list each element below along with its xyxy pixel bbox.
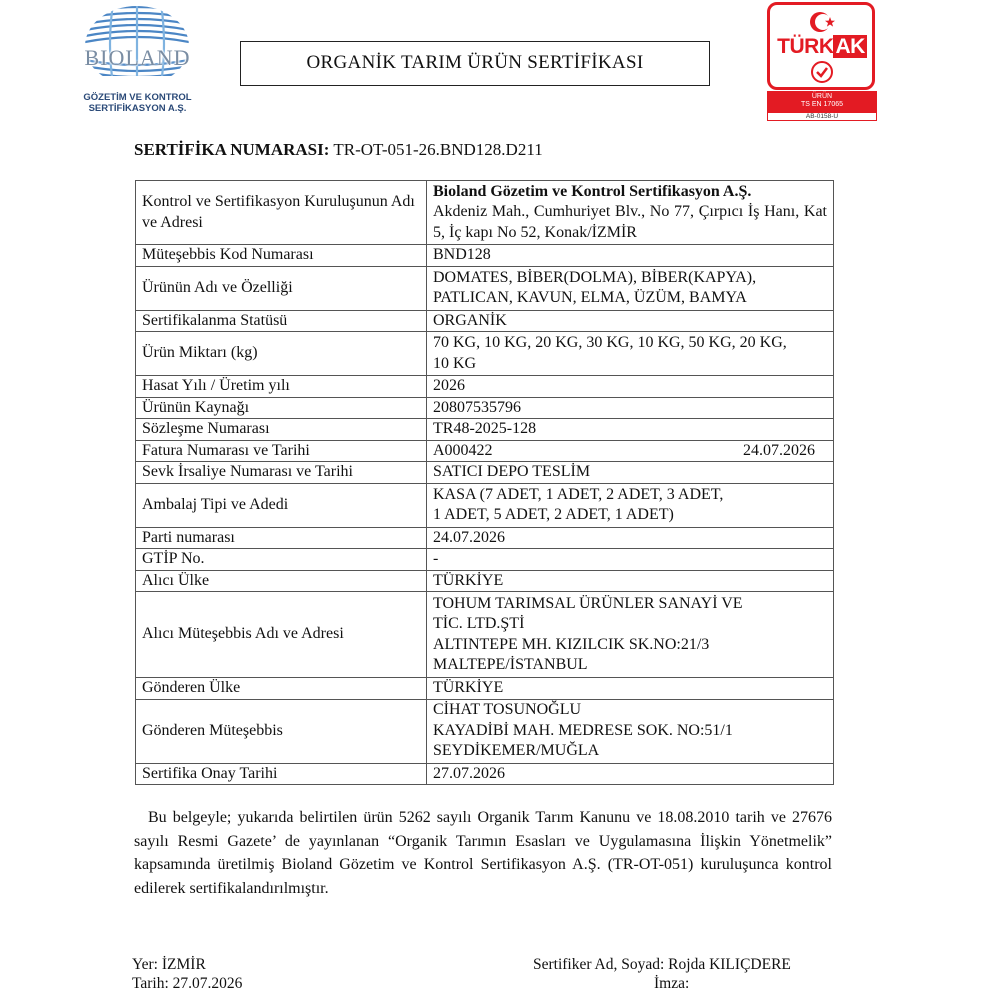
table-row	[136, 678, 834, 700]
row-label: Sevk İrsaliye Numarası ve Tarihi	[136, 462, 427, 484]
invoice-date: 24.07.2026	[743, 441, 815, 459]
turkak-code: AB-0158-U	[767, 112, 877, 121]
row-label: Sertifikalanma Statüsü	[136, 310, 427, 332]
bioland-tagline-2: SERTİFİKASYON A.Ş.	[88, 103, 187, 114]
table-row	[136, 419, 834, 441]
turkak-band: ÜRÜN TS EN 17065	[767, 91, 877, 112]
certifier-name: Sertifiker Ad, Soyad: Rojda KILIÇDERE	[533, 956, 791, 973]
row-label: Alıcı Ülke	[136, 570, 427, 592]
row-label: Fatura Numarası ve Tarihi	[136, 440, 427, 462]
row-value: TÜRKİYE	[427, 678, 834, 700]
row-label: Sertifika Onay Tarihi	[136, 763, 427, 785]
row-label: Alıcı Müteşebbis Adı ve Adresi	[136, 592, 427, 678]
invoice-number: A000422	[433, 441, 493, 459]
row-label: Sözleşme Numarası	[136, 419, 427, 441]
row-value: 27.07.2026	[427, 763, 834, 785]
table-row	[136, 483, 834, 527]
table-row	[136, 549, 834, 571]
place-date-block	[132, 955, 242, 993]
row-value: CİHAT TOSUNOĞLU KAYADİBİ MAH. MEDRESE SOK. NO:51/1 SEYDİKEMER/MUĞLA	[427, 699, 834, 763]
row-value: TOHUM TARIMSAL ÜRÜNLER SANAYİ VE TİC. LTD.ŞTİ ALTINTEPE MH. KIZILCIK SK.NO:21/3 MALTEPE/İSTANBUL	[427, 592, 834, 678]
row-value: -	[427, 549, 834, 571]
table-row	[136, 570, 834, 592]
place-text: Yer: İZMİR	[132, 956, 206, 973]
turkak-wordmark: TÜRKAK	[777, 35, 865, 58]
row-label: Ürünün Adı ve Özelliği	[136, 266, 427, 310]
bioland-logo	[80, 4, 195, 112]
certificate-details-table	[135, 180, 834, 785]
row-label: Gönderen Ülke	[136, 678, 427, 700]
certificate-number-value: TR-OT-051-26.BND128.D211	[333, 140, 543, 159]
row-value: TR48-2025-128	[427, 419, 834, 441]
row-value: 20807535796	[427, 397, 834, 419]
row-label: Müteşebbis Kod Numarası	[136, 245, 427, 267]
row-label: Ambalaj Tipi ve Adedi	[136, 483, 427, 527]
table-row	[136, 462, 834, 484]
table-row	[136, 397, 834, 419]
checkmark-icon	[810, 60, 834, 84]
row-label: GTİP No.	[136, 549, 427, 571]
table-row	[136, 376, 834, 398]
table-row	[136, 181, 834, 245]
row-label: Hasat Yılı / Üretim yılı	[136, 376, 427, 398]
table-row	[136, 527, 834, 549]
table-row	[136, 332, 834, 376]
date-text: Tarih: 27.07.2026	[132, 975, 243, 992]
table-row	[136, 266, 834, 310]
row-label: Ürün Miktarı (kg)	[136, 332, 427, 376]
table-row	[136, 699, 834, 763]
table-row	[136, 245, 834, 267]
table-row	[136, 440, 834, 462]
row-label: Kontrol ve Sertifikasyon Kuruluşunun Adı ve Adresi	[136, 181, 427, 245]
row-label: Parti numarası	[136, 527, 427, 549]
bioland-wordmark: BIOLAND	[84, 45, 191, 70]
row-value: SATICI DEPO TESLİM	[427, 462, 834, 484]
row-value: Bioland Gözetim ve Kontrol Sertifikasyon A.Ş. Akdeniz Mah., Cumhuriyet Blv., No 77, Çırpıcı İş Hanı, Kat 5, İç kapı No 52, Konak/İZMİR	[427, 181, 834, 245]
row-value: TÜRKİYE	[427, 570, 834, 592]
row-value	[427, 440, 834, 462]
row-value: KASA (7 ADET, 1 ADET, 2 ADET, 3 ADET, 1 ADET, 5 ADET, 2 ADET, 1 ADET)	[427, 483, 834, 527]
row-value: BND128	[427, 245, 834, 267]
certification-statement: Bu belgeyle; yukarıda belirtilen ürün 5262 sayılı Organik Tarım Kanunu ve 18.08.2010 tarih ve 27676 sayılı Resmi Gazete’ de yayınlanan “Organik Tarımın Esasları ve Uygulamasına İlişkin Yönetmelik” kapsamında üretilmiş Bioland Gözetim ve Kontrol Sertifikasyon A.Ş. (TR-OT-051) kuruluşunca kontrol edilerek sertifikalandırılmıştır.	[134, 809, 832, 897]
table-row	[136, 310, 834, 332]
row-value: ORGANİK	[427, 310, 834, 332]
row-value: DOMATES, BİBER(DOLMA), BİBER(KAPYA), PATLICAN, KAVUN, ELMA, ÜZÜM, BAMYA	[427, 266, 834, 310]
table-row	[136, 763, 834, 785]
row-value: 2026	[427, 376, 834, 398]
certificate-number-label: SERTİFİKA NUMARASI:	[134, 140, 330, 159]
row-value: 24.07.2026	[427, 527, 834, 549]
certificate-number	[134, 140, 543, 160]
bioland-tagline-1: GÖZETİM VE KONTROL	[83, 92, 192, 103]
table-row	[136, 592, 834, 678]
crescent-star-icon	[807, 10, 837, 34]
row-label: Ürünün Kaynağı	[136, 397, 427, 419]
certifier-block	[533, 955, 791, 993]
row-label: Gönderen Müteşebbis	[136, 699, 427, 763]
signature-label: İmza:	[654, 975, 690, 992]
document-title: ORGANİK TARIM ÜRÜN SERTİFİKASI	[240, 41, 710, 86]
turkak-logo	[767, 2, 877, 120]
row-value: 70 KG, 10 KG, 20 KG, 30 KG, 10 KG, 50 KG, 20 KG, 10 KG	[427, 332, 834, 376]
